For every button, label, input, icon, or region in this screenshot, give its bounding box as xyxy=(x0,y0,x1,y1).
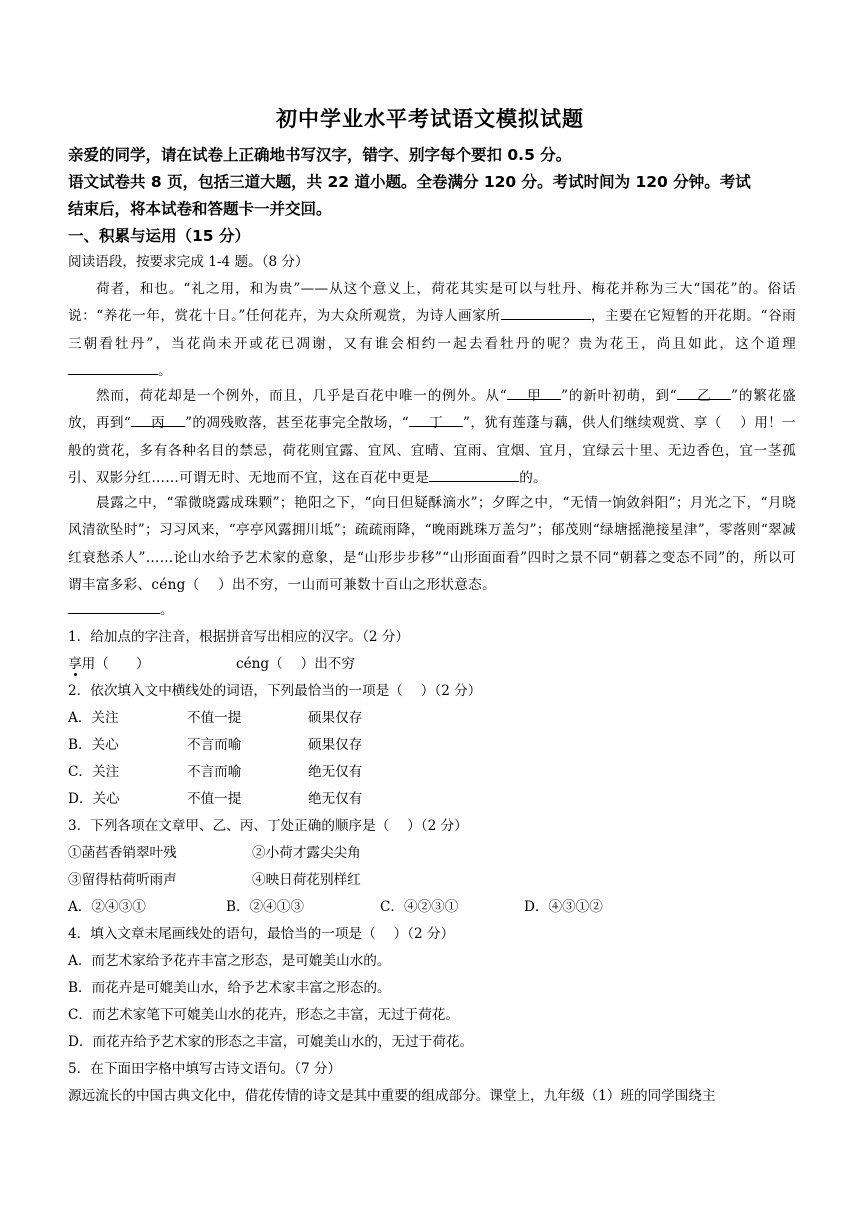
question-4-stem: 4．填入文章末尾画线处的语句，最恰当的一项是（ ）（2 分） xyxy=(68,926,455,942)
q4-option-d: D．而花卉给予艺术家的形态之丰富，可媲美山水的，无过于荷花。 xyxy=(68,1034,474,1050)
passage-text: ”的繁花盛放，再到“ xyxy=(68,388,796,432)
instruction-line-2: 语文试卷共 8 页，包括三道大题，共 22 道小题。全卷满分 120 分。考试时间为 120 分钟。考试 xyxy=(68,173,751,191)
q3-sentence-4: ④映日荷花别样红 xyxy=(252,872,361,888)
passage-paragraph-2 xyxy=(68,383,796,492)
q2-option-b-word2: 不言而喻 xyxy=(187,737,242,753)
q2-option-d-label: D．关心 xyxy=(68,791,120,807)
passage-text: ，主要在它短暂的开花期。“谷雨三朝看牡丹”，当花尚未开或花已凋谢，又有谁会相约一起去看牡丹的呢？贵为花王，尚且如此，这个道理 xyxy=(68,308,797,352)
q2-option-d-word2: 不值一提 xyxy=(187,791,242,807)
q4-option-a: A．而艺术家给予花卉丰富之形态，是可媲美山水的。 xyxy=(68,953,391,969)
section-heading: 一、积累与运用（15 分） xyxy=(68,227,250,245)
q4-option-b: B．而花卉是可媲美山水，给予艺术家丰富之形态的。 xyxy=(68,980,391,996)
question-5-text: 源远流长的中国古典文化中，借花传情的诗文是其中重要的组成部分。课堂上，九年级（1）班的同学围绕主 xyxy=(68,1088,716,1104)
page-title: 初中学业水平考试语文模拟试题 xyxy=(276,107,584,131)
passage-text: ”的凋残败落，甚至花事完全散场，“ xyxy=(185,415,410,432)
instruction-line-1: 亲爱的同学，请在试卷上正确地书写汉字，错字、别字每个要扣 0.5 分。 xyxy=(68,146,572,164)
q3-option-d: D．④③①② xyxy=(524,899,603,915)
dotted-char: 享 xyxy=(68,656,82,672)
passage-text: ”的新叶初萌，到“ xyxy=(561,388,678,404)
q3-option-c: C．④②③① xyxy=(380,899,459,915)
question-5-stem: 5．在下面田字格中填写古诗文语句。（7 分） xyxy=(68,1061,342,1077)
passage-text: 然而，荷花却是一个例外，而且，几乎是百花中唯一的例外。从“ xyxy=(96,388,508,404)
q3-sentence-1: ①菡萏香销翠叶残 xyxy=(68,845,177,861)
passage-text: 晨露之中，“霏微晓露成珠颗”；艳阳之下，“向日但疑酥滴水”；夕晖之中，“无情一饷敛斜阳”；月光之下，“月晓风清欲坠时”；习习风来，“亭亭风露拥川坻”；疏疏雨降，“晚雨跳珠万盖匀”；郁茂则“绿塘摇滟接星津”，零落则“翠减红衰愁杀人”……论山水给予艺术家的意象，是“山形步步移”“山形面面看”四时之景不同“朝暮之变态不同”的，所以可谓丰富多彩、céng（ ）出不穷，一山而可兼数十百山之形状意态。 xyxy=(68,495,796,593)
q3-option-b: B．②④①③ xyxy=(226,899,304,915)
q2-option-d-word3: 绝无仅有 xyxy=(308,791,363,807)
q2-option-c-word2: 不言而喻 xyxy=(187,764,242,780)
q2-option-b-word3: 硕果仅存 xyxy=(308,737,363,753)
question-1-item-2: céng（ ）出不穷 xyxy=(236,656,355,672)
passage-end-line xyxy=(68,597,794,623)
q4-option-c: C．而艺术家笔下可媲美山水的花卉，形态之丰富，无过于荷花。 xyxy=(68,1007,460,1023)
fill-blank xyxy=(68,358,158,375)
passage-text: 荷者，和也。“礼之用，和为贵”——从这个意义上，荷花其实是可以与牡丹、梅花并称为三大“国花”的。俗话说：“养花一年，赏花十日。”任何花卉，为大众所观赏，为诗人画家所 xyxy=(68,281,796,325)
blank-jia: 甲 xyxy=(507,383,561,400)
blank-yi: 乙 xyxy=(677,383,731,400)
passage-text: ”，犹有莲蓬与藕，供人们继续观赏、享（ ）用！一般的赏花，多有各种名目的禁忌，荷花则宜露、宜风、宜晴、宜雨、宜烟、宜月，宜绿云十里、无边香色，宜一茎孤引、双影分红……可谓无时、无地而不宜，这在百花中更是 xyxy=(68,415,796,486)
q2-option-a-label: A．关注 xyxy=(68,710,119,726)
q3-option-a: A．②④③① xyxy=(68,899,146,915)
passage-text: 。 xyxy=(158,362,172,379)
question-1-stem: 1．给加点的字注音，根据拼音写出相应的汉字。（2 分） xyxy=(68,629,410,645)
q3-sentence-3: ③留得枯荷听雨声 xyxy=(68,872,177,888)
question-1-item-1-rest: 用（ ） xyxy=(81,656,150,672)
passage-text: 。 xyxy=(160,602,174,618)
question-2-stem: 2．依次填入文中横线处的词语，下列最恰当的一项是（ ）（2 分） xyxy=(68,683,482,699)
q2-option-a-word2: 不值一提 xyxy=(187,710,242,726)
q2-option-b-label: B．关心 xyxy=(68,737,119,753)
fill-blank xyxy=(429,465,519,482)
passage-text: 的。 xyxy=(519,469,548,486)
question-1-item-1 xyxy=(68,651,150,677)
question-3-stem: 3．下列各项在文章甲、乙、丙、丁处正确的顺序是（ ）（2 分） xyxy=(68,818,468,834)
blank-ding: 丁 xyxy=(409,410,463,427)
q3-sentence-2: ②小荷才露尖尖角 xyxy=(252,845,361,861)
section-intro: 阅读语段，按要求完成 1-4 题。（8 分） xyxy=(68,254,309,270)
end-underline-blank xyxy=(68,597,160,614)
passage-paragraph-3 xyxy=(68,490,796,599)
blank-bing: 丙 xyxy=(131,410,185,427)
q2-option-c-word3: 绝无仅有 xyxy=(308,764,363,780)
q2-option-a-word3: 硕果仅存 xyxy=(308,710,363,726)
fill-blank xyxy=(501,303,591,320)
q2-option-c-label: C．关注 xyxy=(68,764,120,780)
instruction-line-3: 结束后，将本试卷和答题卡一并交回。 xyxy=(68,200,332,218)
passage-paragraph-1 xyxy=(68,276,796,385)
